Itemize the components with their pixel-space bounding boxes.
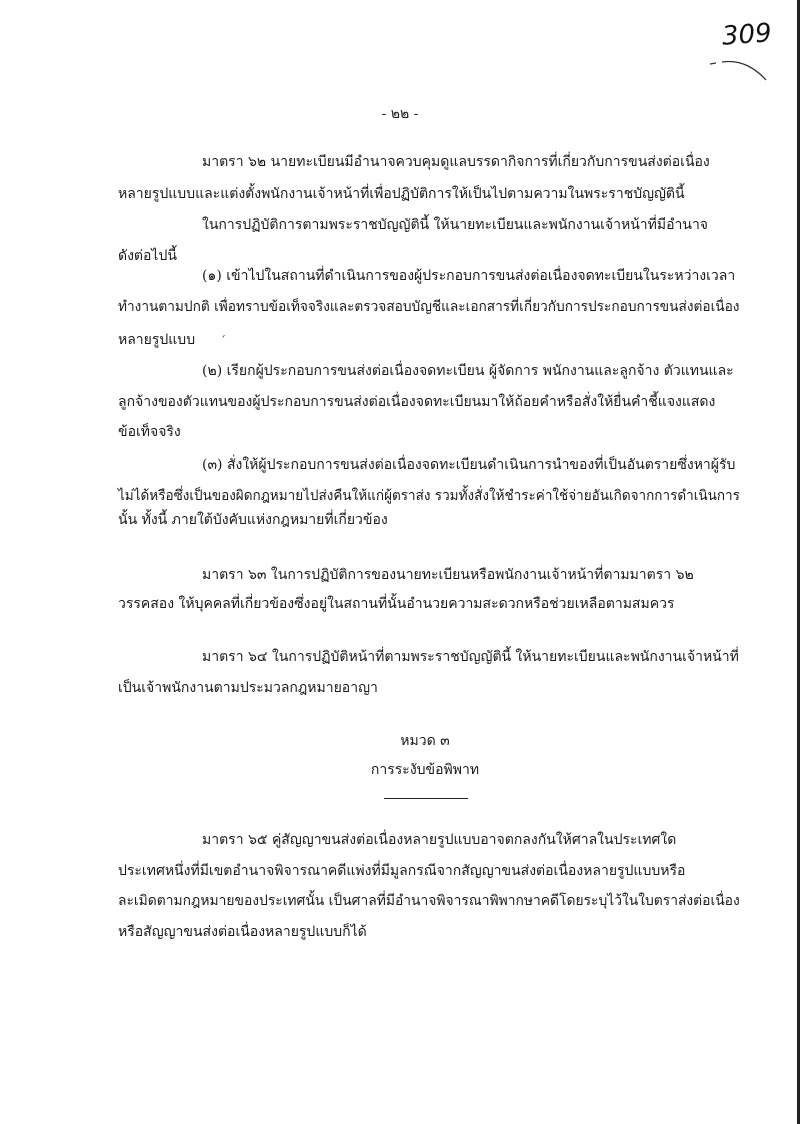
section-62-item-3-line-2: ไม่ได้หรือซึ่งเป็นของผิดกฎหมายไปส่งคืนให้แก่ผู้ตราส่ง รวมทั้งสั่งให้ชำระค่าใช้จ่ายอันเกิดจากการดำเนินการ — [118, 488, 740, 504]
section-63-line-2: วรรคสอง ให้บุคคลที่เกี่ยวข้องซึ่งอยู่ในสถานที่นั้นอำนวยความสะดวกหรือช่วยเหลือตามสมควร — [118, 596, 675, 612]
stray-mark: ˊ — [220, 334, 226, 348]
section-62-intro-2: ดังต่อไปนี้ — [118, 248, 177, 264]
section-62-item-2-line-2: ลูกจ้างของตัวแทนของผู้ประกอบการขนส่งต่อเนื่องจดทะเบียนมาให้ถ้อยคำหรือสั่งให้ยื่นคำชี้แจงแสดง — [118, 394, 716, 410]
section-64-line-2: เป็นเจ้าพนักงานตามประมวลกฎหมายอาญา — [118, 680, 378, 696]
section-62-item-1-line-1: (๑) เข้าไปในสถานที่ดำเนินการของผู้ประกอบการขนส่งต่อเนื่องจดทะเบียนในระหว่างเวลา — [202, 268, 736, 284]
section-65-line-3: ละเมิดตามกฎหมายของประเทศนั้น เป็นศาลที่มีอำนาจพิจารณาพิพากษาคดีโดยระบุไว้ในใบตราส่งต่อเนื่อง — [118, 893, 740, 909]
handwritten-page-number: 309 — [721, 18, 773, 52]
chapter-subtitle: การระงับข้อพิพาท — [370, 762, 480, 778]
section-62-line-1: มาตรา ๖๒ นายทะเบียนมีอำนาจควบคุมดูแลบรรดากิจการที่เกี่ยวกับการขนส่งต่อเนื่อง — [202, 154, 710, 170]
chapter-divider — [384, 798, 468, 799]
page-number: - ๒๒ - — [381, 106, 419, 122]
section-62-intro-1: ในการปฏิบัติการตามพระราชบัญญัตินี้ ให้นายทะเบียนและพนักงานเจ้าหน้าที่มีอำนาจ — [202, 217, 709, 233]
section-62-item-3-line-3: นั้น ทั้งนี้ ภายใต้บังคับแห่งกฎหมายที่เกี่ยวข้อง — [118, 512, 388, 528]
section-65-line-1: มาตรา ๖๕ คู่สัญญาขนส่งต่อเนื่องหลายรูปแบบอาจตกลงกันให้ศาลในประเทศใด — [202, 832, 677, 848]
section-65-line-4: หรือสัญญาขนส่งต่อเนื่องหลายรูปแบบก็ได้ — [118, 924, 367, 940]
section-62-item-1-line-3: หลายรูปแบบ — [118, 332, 196, 348]
section-65-line-2: ประเทศหนึ่งที่มีเขตอำนาจพิจารณาคดีแพ่งที่มีมูลกรณีจากสัญญาขนส่งต่อเนื่องหลายรูปแบบหรือ — [118, 863, 686, 879]
pen-mark — [708, 58, 768, 82]
section-62-item-3-line-1: (๓) สั่งให้ผู้ประกอบการขนส่งต่อเนื่องจดทะเบียนดำเนินการนำของที่เป็นอันตรายซึ่งหาผู้รับ — [202, 457, 736, 473]
chapter-title: หมวด ๓ — [400, 733, 450, 749]
section-62-item-2-line-3: ข้อเท็จจริง — [118, 424, 181, 440]
section-62-item-1-line-2: ทำงานตามปกติ เพื่อทราบข้อเท็จจริงและตรวจสอบบัญชีและเอกสารที่เกี่ยวกับการประกอบการขนส่งต่อเนื่อง — [118, 299, 740, 315]
section-62-item-2-line-1: (๒) เรียกผู้ประกอบการขนส่งต่อเนื่องจดทะเบียน ผู้จัดการ พนักงานและลูกจ้าง ตัวแทนและ — [202, 363, 734, 379]
section-64-line-1: มาตรา ๖๔ ในการปฏิบัติหน้าที่ตามพระราชบัญญัตินี้ ให้นายทะเบียนและพนักงานเจ้าหน้าที่ — [202, 649, 739, 665]
section-63-line-1: มาตรา ๖๓ ในการปฏิบัติการของนายทะเบียนหรือพนักงานเจ้าหน้าที่ตามมาตรา ๖๒ — [202, 567, 694, 583]
section-62-line-2: หลายรูปแบบและแต่งตั้งพนักงานเจ้าหน้าที่เพื่อปฏิบัติการให้เป็นไปตามความในพระราชบัญญัตินี้ — [118, 186, 685, 202]
